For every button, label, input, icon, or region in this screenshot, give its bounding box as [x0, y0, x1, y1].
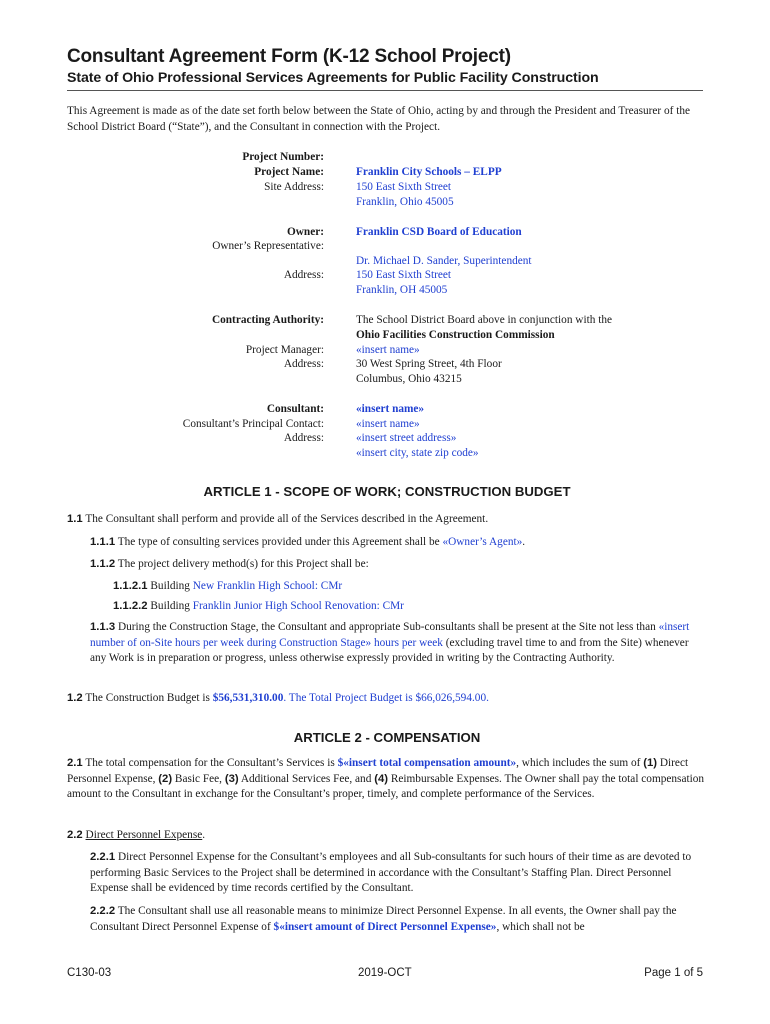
contracting-authority-label: Contracting Authority: — [211, 314, 324, 326]
clause-2-2-2 — [90, 904, 707, 935]
owner-value: Franklin CSD Board of Education — [356, 226, 522, 238]
clause-2-2 — [67, 828, 707, 844]
clause-1-1-2-2 — [113, 599, 707, 615]
consultant-label: Consultant: — [266, 403, 324, 415]
clause-number: 2.2.2 — [90, 905, 116, 917]
contracting-address-line2: Columbus, Ohio 43215 — [356, 373, 462, 385]
clause-text: Reimbursable Expenses. The Owner shall pay the total compensation amount to the Consultant in exchange for the Consultant’s proper, timely, and complete performance of the Services. — [67, 772, 705, 801]
footer-form-code: C130-03 — [67, 967, 112, 979]
clause-text: . — [522, 536, 526, 548]
consultant-address-label: Address: — [283, 432, 324, 444]
clause-text: Additional Services Fee, and — [238, 772, 375, 785]
clause-text: The Construction Budget is — [82, 692, 213, 704]
project-manager-label: Project Manager: — [245, 344, 324, 356]
owner-address-line1: 150 East Sixth Street — [356, 269, 452, 281]
services-type-value: «Owner’s Agent» — [442, 536, 523, 548]
direct-personnel-expense-value: $«insert amount of Direct Personnel Expense» — [273, 920, 497, 933]
clause-text: The type of consulting services provided under this Agreement shall be — [115, 536, 443, 548]
building-1-value: New Franklin High School: CMr — [192, 580, 343, 592]
clause-text: , which shall not be — [496, 920, 585, 933]
owner-rep-label: Owner’s Representative: — [212, 240, 324, 252]
intro-paragraph: This Agreement is made as of the date set forth below between the State of Ohio, acting by and through the President and Treasurer of the School District Board (“State”), and the Consultant in connection with the Project. — [67, 105, 691, 133]
clause-number: 1.1.2 — [90, 558, 116, 570]
project-name-label: Project Name: — [254, 166, 324, 178]
clause-number: 1.1.1 — [90, 536, 116, 548]
clause-number: 1.1.3 — [90, 621, 116, 633]
item-number: (4) — [374, 772, 388, 785]
document-title: Consultant Agreement Form (K-12 School Project) — [67, 46, 511, 67]
owner-address-line2: Franklin, OH 45005 — [356, 284, 448, 296]
item-number: (3) — [224, 772, 239, 785]
article-1-heading: ARTICLE 1 - SCOPE OF WORK; CONSTRUCTION BUDGET — [203, 484, 571, 499]
clause-1-2 — [67, 691, 707, 707]
total-compensation-value: $«insert total compensation amount» — [337, 757, 517, 769]
project-name-value: Franklin City Schools – ELPP — [356, 166, 502, 178]
clause-1-1-2 — [90, 557, 707, 573]
clause-text: Direct Personnel Expense, — [67, 757, 689, 785]
clause-text: Direct Personnel Expense for the Consultant’s employees and all Sub-consultants for such hours of their time as are devoted to performing Basic Services to the Project shall be determined in accordance with the Consultant’s Staffing Plan. Direct Personnel Expense shall be evidenced by time records certified by the Consultant. — [90, 851, 692, 895]
clause-1-1-2-1 — [113, 579, 707, 595]
footer-date: 2019-OCT — [358, 967, 412, 979]
clause-number: 1.1.2.2 — [113, 600, 148, 612]
clause-number: 1.1.2.1 — [113, 580, 148, 592]
onsite-hours-value: «insert number of on-Site hours per week during Construction Stage» hours per week — [90, 621, 690, 649]
consultant-value: «insert name» — [356, 403, 425, 415]
clause-number: 2.2 — [67, 829, 83, 841]
total-budget-text: . The Total Project Budget is $66,026,594.00. — [283, 692, 489, 704]
construction-budget-value: $56,531,310.00 — [212, 692, 284, 704]
clause-number: 1.2 — [67, 692, 83, 704]
article-2-heading: ARTICLE 2 - COMPENSATION — [293, 730, 481, 745]
consultant-contact-label: Consultant’s Principal Contact: — [182, 418, 324, 430]
clause-1-1-1 — [90, 535, 707, 551]
owner-address-label: Address: — [283, 269, 324, 281]
site-address-line2: Franklin, Ohio 45005 — [356, 196, 454, 208]
clause-text: The Consultant shall use all reasonable means to minimize Direct Personnel Expense. In all events, the Owner shall pay the Consultant Direct Personnel Expense of — [90, 905, 677, 933]
document-subtitle: State of Ohio Professional Services Agreements for Public Facility Construction — [67, 70, 599, 86]
consultant-address-line1: «insert street address» — [356, 432, 457, 444]
clause-text: The total compensation for the Consultant’s Services is — [82, 757, 338, 769]
clause-text: Building — [147, 600, 193, 612]
header-divider — [67, 90, 703, 91]
clause-title: Direct Personnel Expense — [85, 829, 203, 841]
project-manager-value: «insert name» — [356, 344, 420, 356]
clause-text: The project delivery method(s) for this Project shall be: — [115, 558, 369, 570]
site-address-line1: 150 East Sixth Street — [356, 181, 452, 193]
consultant-address-line2: «insert city, state zip code» — [356, 447, 479, 459]
clause-1-1-3 — [90, 620, 707, 667]
site-address-label: Site Address: — [264, 181, 324, 193]
clause-1-1 — [67, 512, 707, 528]
clause-text: . — [202, 829, 206, 841]
clause-text: Building — [147, 580, 193, 592]
footer-page-number: Page 1 of 5 — [644, 967, 703, 979]
contracting-address-label: Address: — [283, 358, 324, 370]
contracting-address-line1: 30 West Spring Street, 4th Floor — [356, 358, 502, 370]
project-number-label: Project Number: — [242, 151, 324, 163]
clause-number: 2.1 — [67, 757, 83, 769]
clause-number: 1.1 — [67, 513, 83, 525]
owner-label: Owner: — [286, 226, 324, 238]
clause-text: (excluding travel time to and from the Site) whenever any Work is in preparation or progress, unless otherwise expressly provided in writing by the Contracting Authority. — [90, 636, 689, 665]
clause-number: 2.2.1 — [90, 851, 116, 863]
contracting-authority-line2: Ohio Facilities Construction Commission — [356, 329, 555, 341]
clause-text: The Consultant shall perform and provide all of the Services described in the Agreement. — [82, 513, 489, 525]
clause-text: , which includes the sum of — [516, 757, 644, 769]
item-number: (1) — [643, 757, 658, 769]
clause-text: During the Construction Stage, the Consultant and appropriate Sub-consultants shall be present at the Site not less than — [115, 621, 659, 633]
item-number: (2) — [158, 772, 173, 785]
clause-2-2-1 — [90, 850, 707, 897]
contracting-authority-line1: The School District Board above in conjunction with the — [356, 314, 613, 326]
clause-2-1 — [67, 756, 707, 803]
clause-text: Basic Fee, — [172, 772, 225, 785]
owner-rep-value: Dr. Michael D. Sander, Superintendent — [356, 255, 532, 267]
consultant-contact-value: «insert name» — [356, 418, 420, 430]
building-2-value: Franklin Junior High School Renovation: CMr — [192, 600, 404, 612]
